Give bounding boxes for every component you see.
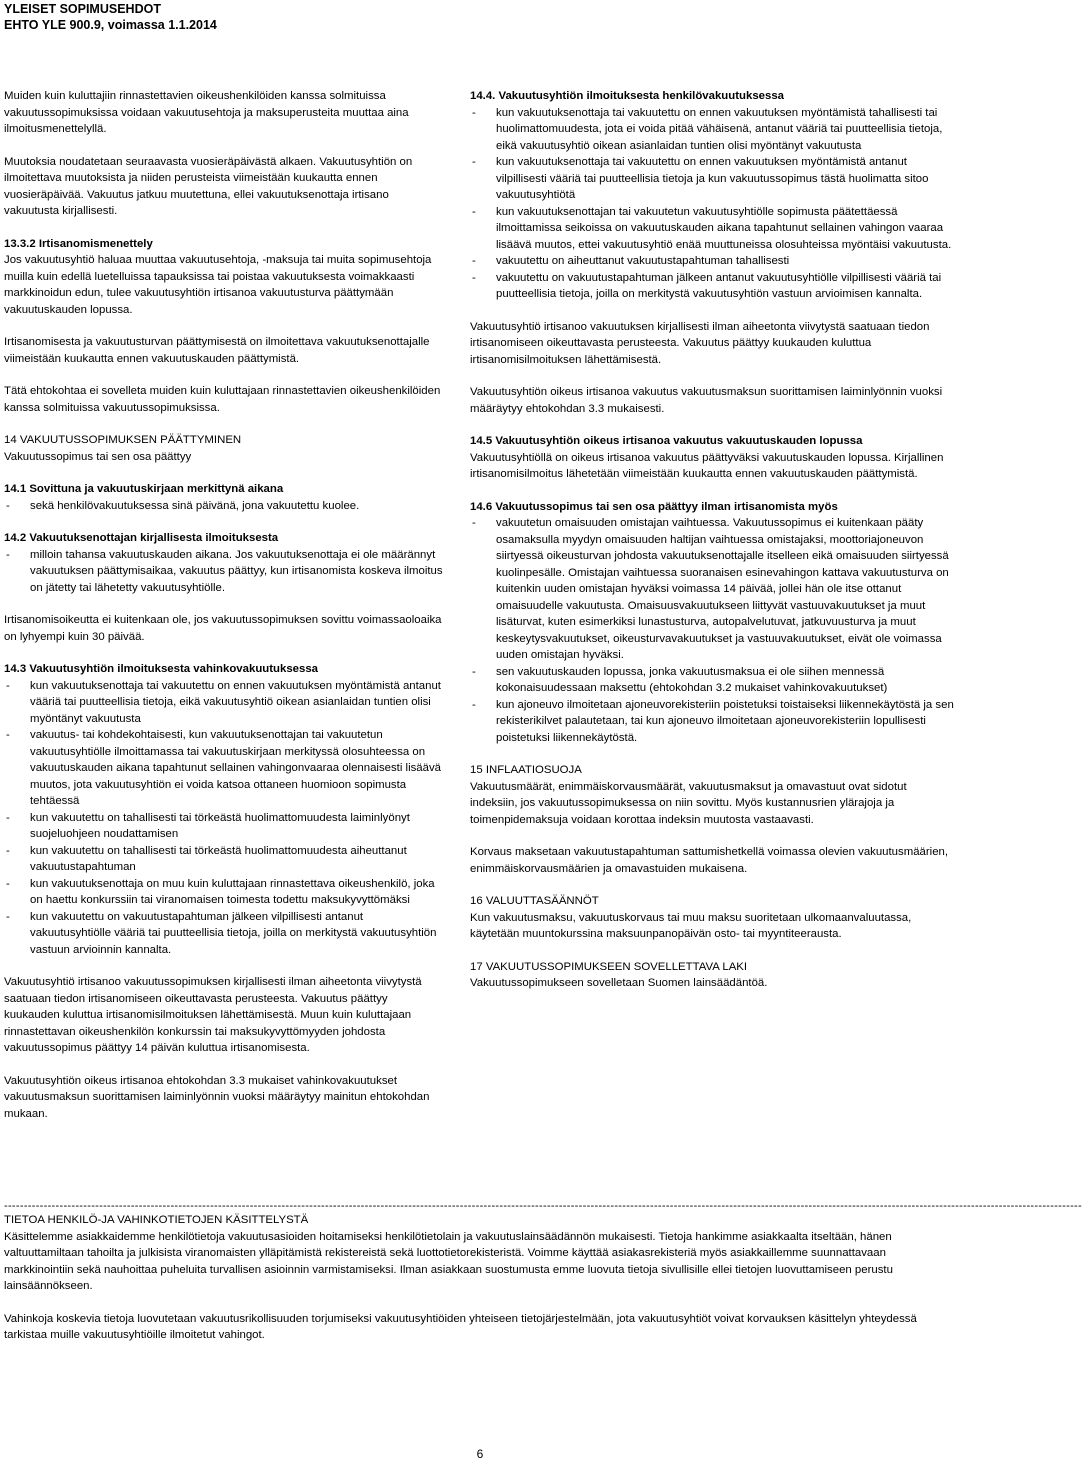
- section-heading-13-3-2: 13.3.2 Irtisanomismenettely: [4, 237, 153, 250]
- paragraph: Vakuutusyhtiö irtisanoo vakuutussopimuksen kirjallisesti ilman aiheetonta viivytystä saatuaan tiedon irtisanomiseen oikeuttavasta perusteesta. Vakuutus päättyy kuukauden kuluttua irtisanomisilmoituksen lähettämisestä. Muun kuin kuluttajaan rinnastettavan oikeushenkilön konkurssin tai maksukyvyttömyyden johdosta vakuutussopimus päättyy 14 päivän kuluttua irtisanomisesta.: [4, 976, 422, 1054]
- section-heading-14-6: 14.6 Vakuutussopimus tai sen osa päättyy ilman irtisanomista myös: [470, 500, 838, 513]
- section-heading-14-3: 14.3 Vakuutusyhtiön ilmoituksesta vahinkovakuutuksessa: [4, 663, 318, 675]
- left-column: [4, 88, 446, 1138]
- section-title-14: 14 VAKUUTUSSOPIMUKSEN PÄÄTTYMINEN: [4, 434, 242, 446]
- list-item: - kun vakuutettu on vakuutustapahtuman jälkeen vilpillisesti antanut vakuutusyhtiölle vääriä tai puutteellisia tietoja, joilla on merkitystä vakuutusyhtiön vastuun arvioinnin kannalta.: [4, 909, 446, 959]
- list-item: - kun vakuutuksenottaja tai vakuutettu on ennen vakuutuksen myöntämistä tahallisesti tai huolimattomuudesta, jota ei voida pitää vähäisenä, antanut vääriä tai puutteellisia tietoja, eikä vakuutusyhtiö oikean asianlaidan tuntien olisi myöntänyt vakuutusta: [470, 105, 956, 155]
- paragraph: Vahinkoja koskevia tietoja luovutetaan vakuutusrikollisuuden torjumiseksi vakuutusyhtiöiden yhteiseen tietojärjestelmään, jota vakuutusyhtiöt voivat korvauksen käsittelyn yhteydessä tarkistaa muille vakuutusyhtiöille ilmoitetut vahingot.: [4, 1312, 917, 1341]
- dash-list: [470, 515, 956, 746]
- right-column: [470, 88, 956, 1008]
- dashed-separator: --------------------------------------------------------------------------------------------------------------------------------------------------------------------------------------------------------------------------------------------------------------------------------: [4, 1200, 1082, 1212]
- list-item: - kun vakuutuksenottaja on muu kuin kuluttajaan rinnastettava oikeushenkilö, joka on haettu konkurssiin tai viranomaisen toimesta todettu maksukyvyttömäksi: [4, 876, 446, 909]
- page-number: 6: [476, 1447, 484, 1461]
- list-item: - kun ajoneuvo ilmoitetaan ajoneuvorekisteriin poistetuksi toistaiseksi liikennekäytöstä ja sen rekisterikilvet palautetaan, tai kun ajoneuvo ilmoitetaan ajoneuvorekisteriin lopullisesti poistetuksi liikennekäytöstä.: [470, 697, 956, 747]
- paragraph: Muutoksia noudatetaan seuraavasta vuosieräpäivästä alkaen. Vakuutusyhtiön on ilmoitettava muutoksista ja niiden perusteista viimeistään kuukautta ennen vuosieräpäivää. Vakuutus jatkuu muutettuna, ellei vakuutuksenottaja irtisano vakuutusta kirjallisesti.: [4, 155, 413, 217]
- paragraph: Vakuutusmäärät, enimmäiskorvausmäärät, vakuutusmaksut ja omavastuut ovat sidotut indeksiin, jos vakuutussopimuksessa on niin sovittu. Myös kustannusrien ylärajoja ja toimenpidemaksuja voidaan korottaa indeksin muutosta vastaavasti.: [470, 780, 907, 826]
- paragraph: Käsittelemme asiakkaidemme henkilötietoja vakuutusasioiden hoitamiseksi henkilötietolain ja vakuutuslainsäädännön mukaisesti. Tietoja hankimme asiakkaalta itseltään, hänen valtuuttamiltaan tahoilta ja julkisista viranomaisten ylläpitämistä rekistereistä sekä luottotietorekisteristä. Voimme käyttää asiakasrekisteriä myös asiakkaillemme suunnattavaan markkinointiin sekä nauhoittaa puheluita turvallisen asioinnin varmistamiseksi. Ilman asiakkaan suostumusta emme luovuta tietoja sivullisille ellei tietojen luovuttamiseen perustu lainsäännökseen.: [4, 1230, 893, 1292]
- dash-list: [4, 498, 446, 515]
- paragraph: Irtisanomisesta ja vakuutusturvan päättymisestä on ilmoitettava vakuutuksenottajalle viimeistään kuukautta ennen vakuutuskauden päättymistä.: [4, 336, 430, 365]
- header-subtitle: EHTO YLE 900.9, voimassa 1.1.2014: [4, 18, 217, 32]
- list-item: - kun vakuutettu on tahallisesti tai törkeästä huolimattomuudesta laiminlyönyt suojeluohjeen noudattamisen: [4, 810, 446, 843]
- section-title-15: 15 INFLAATIOSUOJA: [470, 764, 582, 776]
- list-item: - vakuutettu on aiheuttanut vakuutustapahtuman tahallisesti: [470, 253, 956, 270]
- paragraph: Muiden kuin kuluttajiin rinnastettavien oikeushenkilöiden kanssa solmituissa vakuutussopimuksissa voidaan vakuutusehtoja ja maksuperusteita muuttaa aina ilmoitusmenettelyllä.: [4, 90, 409, 135]
- section-title-17: 17 VAKUUTUSSOPIMUKSEEN SOVELLETTAVA LAKI: [470, 960, 748, 973]
- paragraph: Vakuutusyhtiö irtisanoo vakuutuksen kirjallisesti ilman aiheetonta viivytystä saatuaan tiedon irtisanomiseen oikeuttavasta perusteesta. Vakuutus päättyy kuukauden kuluttua irtisanomisilmoituksen lähettämisestä.: [470, 320, 930, 366]
- header-title: YLEISET SOPIMUSEHDOT: [4, 2, 161, 16]
- paragraph: Vakuutusyhtiöllä on oikeus irtisanoa vakuutus päättyväksi vakuutuskauden lopussa. Kirjallinen irtisanomisilmoitus lähetetään viimeistään kuukautta ennen vakuutuskauden päättymistä.: [470, 451, 944, 480]
- list-item: - kun vakuutuksenottaja tai vakuutettu on ennen vakuutuksen myöntämistä antanut vääriä tai puutteellisia tietoja, eikä vakuutusyhtiö oikean asianlaidan tuntien olisi myöntänyt vakuutusta: [4, 678, 446, 728]
- paragraph: Irtisanomisoikeutta ei kuitenkaan ole, jos vakuutussopimuksen sovittu voimassaoloaika on lyhyempi kuin 30 päivää.: [4, 614, 442, 643]
- section-title-16: 16 VALUUTTASÄÄNNÖT: [470, 895, 599, 907]
- privacy-notice: [4, 1200, 1082, 1360]
- section-heading-14-2: 14.2 Vakuutuksenottajan kirjallisesta ilmoituksesta: [4, 532, 279, 544]
- paragraph: Korvaus maksetaan vakuutustapahtuman sattumishetkellä voimassa olevien vakuutusmäärien, enimmäiskorvausmäärien ja omavastuiden mukaisena.: [470, 846, 949, 875]
- section-subtitle: Vakuutussopimus tai sen osa päättyy: [4, 450, 192, 463]
- list-item: - kun vakuutuksenottajan tai vakuutetun vakuutusyhtiölle sopimusta päätettäessä ilmoittamissa seikoissa on vakuutuskauden aikana tapahtunut sellainen vahingon vaaraa lisäävä muutos, ettei vakuutusyhtiö enää muuttuneissa olosuhteissa myöntäisi vakuutusta.: [470, 204, 956, 254]
- list-item: - sen vakuutuskauden lopussa, jonka vakuutusmaksua ei ole siihen mennessä kokonaisuudessaan maksettu (ehtokohdan 3.2 mukaiset vahinkovakuutukset): [470, 664, 956, 697]
- document-header: [4, 1, 217, 33]
- list-item: - milloin tahansa vakuutuskauden aikana. Jos vakuutuksenottaja ei ole määrännyt vakuutuksen päättymisaikaa, vakuutus päättyy, kun irtisanomista koskeva ilmoitus on jätetty tai lähetetty vakuutusyhtiölle.: [4, 547, 446, 597]
- privacy-title: TIETOA HENKILÖ-JA VAHINKOTIETOJEN KÄSITTELYSTÄ: [4, 1214, 309, 1226]
- dash-list: [4, 678, 446, 959]
- paragraph: Vakuutussopimukseen sovelletaan Suomen lainsäädäntöä.: [470, 977, 768, 989]
- list-item: - kun vakuutuksenottaja tai vakuutettu on ennen vakuutuksen myöntämistä antanut vilpillisesti vääriä tai puutteellisia tietoja ja kun vakuutussopimus tästä huolimatta sitoo vakuutusyhtiötä: [470, 154, 956, 204]
- list-item: - vakuutettu on vakuutustapahtuman jälkeen antanut vakuutusyhtiölle vilpillisesti vääriä tai puutteellisia tietoja, joilla on merkitystä vakuutusyhtiön vastuun arvioimisen kannalta.: [470, 270, 956, 303]
- list-item: - vakuutetun omaisuuden omistajan vaihtuessa. Vakuutussopimus ei kuitenkaan pääty osamaksulla myydyn omaisuuden haltijan vaihtuessa omistajaksi, moottoriajoneuvon siirtyessä oikeusturvan johdosta vakuutuksenottajalle itselleen eikä omaisuuden siirtyessä kuolinpesälle. Omistajan vaihtuessa suoranaisen esinevahingon kattava vakuutusturva on kuitenkin uuden omistajan hyväksi voimassa 14 päivää, jollei hän ole itse ottanut omaisuudelle vakuutusta. Omaisuusvakuutukseen liittyvät vastuuvakuutukset ja muut lisäturvat, kuten esimerkiksi lunastusturva, autopalvelutuvat, jatkuvuusturva ja muut keskeytysvakuutukset, oikeusturvavakuutukset ja vastuuvakuutukset, eivät ole voimassa uuden omistajan hyväksi.: [470, 515, 956, 664]
- paragraph: Vakuutusyhtiön oikeus irtisanoa vakuutus vakuutusmaksun suorittamisen laiminlyönnin vuoksi määräytyy ehtokohdan 3.3 mukaisesti.: [470, 386, 943, 415]
- dash-list: [470, 105, 956, 303]
- section-heading-14-1: 14.1 Sovittuna ja vakuutuskirjaan merkittynä aikana: [4, 483, 284, 495]
- list-item: - kun vakuutettu on tahallisesti tai törkeästä huolimattomuudesta aiheuttanut vakuutustapahtuman: [4, 843, 446, 876]
- section-heading-14-5: 14.5 Vakuutusyhtiön oikeus irtisanoa vakuutus vakuutuskauden lopussa: [470, 435, 863, 447]
- paragraph: Vakuutusyhtiön oikeus irtisanoa ehtokohdan 3.3 mukaiset vahinkovakuutukset vakuutusmaksun suorittamisen laiminlyönnin vuoksi määräytyy mainitun ehtokohdan mukaan.: [4, 1074, 430, 1120]
- dash-list: [4, 547, 446, 597]
- list-item: - vakuutus- tai kohdekohtaisesti, kun vakuutuksenottajan tai vakuutetun vakuutusyhtiölle ilmoittamassa tai vakuutuskirjaan merkityssä olosuhteessa on vakuutuskauden aikana tapahtunut sellainen vahingonvaaraa olennaisesti lisäävä muutos, jota vakuutusyhtiön ei voida katsoa ottaneen huomioon sopimusta tehtäessä: [4, 727, 446, 810]
- section-heading-14-4: 14.4. Vakuutusyhtiön ilmoituksesta henkilövakuutuksessa: [470, 90, 784, 102]
- list-item: - sekä henkilövakuutuksessa sinä päivänä, jona vakuutettu kuolee.: [4, 498, 446, 515]
- paragraph: Kun vakuutusmaksu, vakuutuskorvaus tai muu maksu suoritetaan ulkomaanvaluutassa, käytetään muuntokurssina maksuunpanopäivän osto- tai myyntiteerausta.: [470, 911, 912, 940]
- paragraph: Jos vakuutusyhtiö haluaa muuttaa vakuutusehtoja, -maksuja tai muita sopimusehtoja muilla kuin edellä luetelluissa tapauksissa tai poistaa vakuutuksesta voimakkaasti markkinoidun edun, tulee vakuutusyhtiön irtisanoa vakuutusturva päättymään vakuutuskauden lopussa.: [4, 254, 432, 316]
- paragraph: Tätä ehtokohtaa ei sovelleta muiden kuin kuluttajaan rinnastettavien oikeushenkilöiden kanssa solmituissa vakuutussopimuksissa.: [4, 385, 441, 414]
